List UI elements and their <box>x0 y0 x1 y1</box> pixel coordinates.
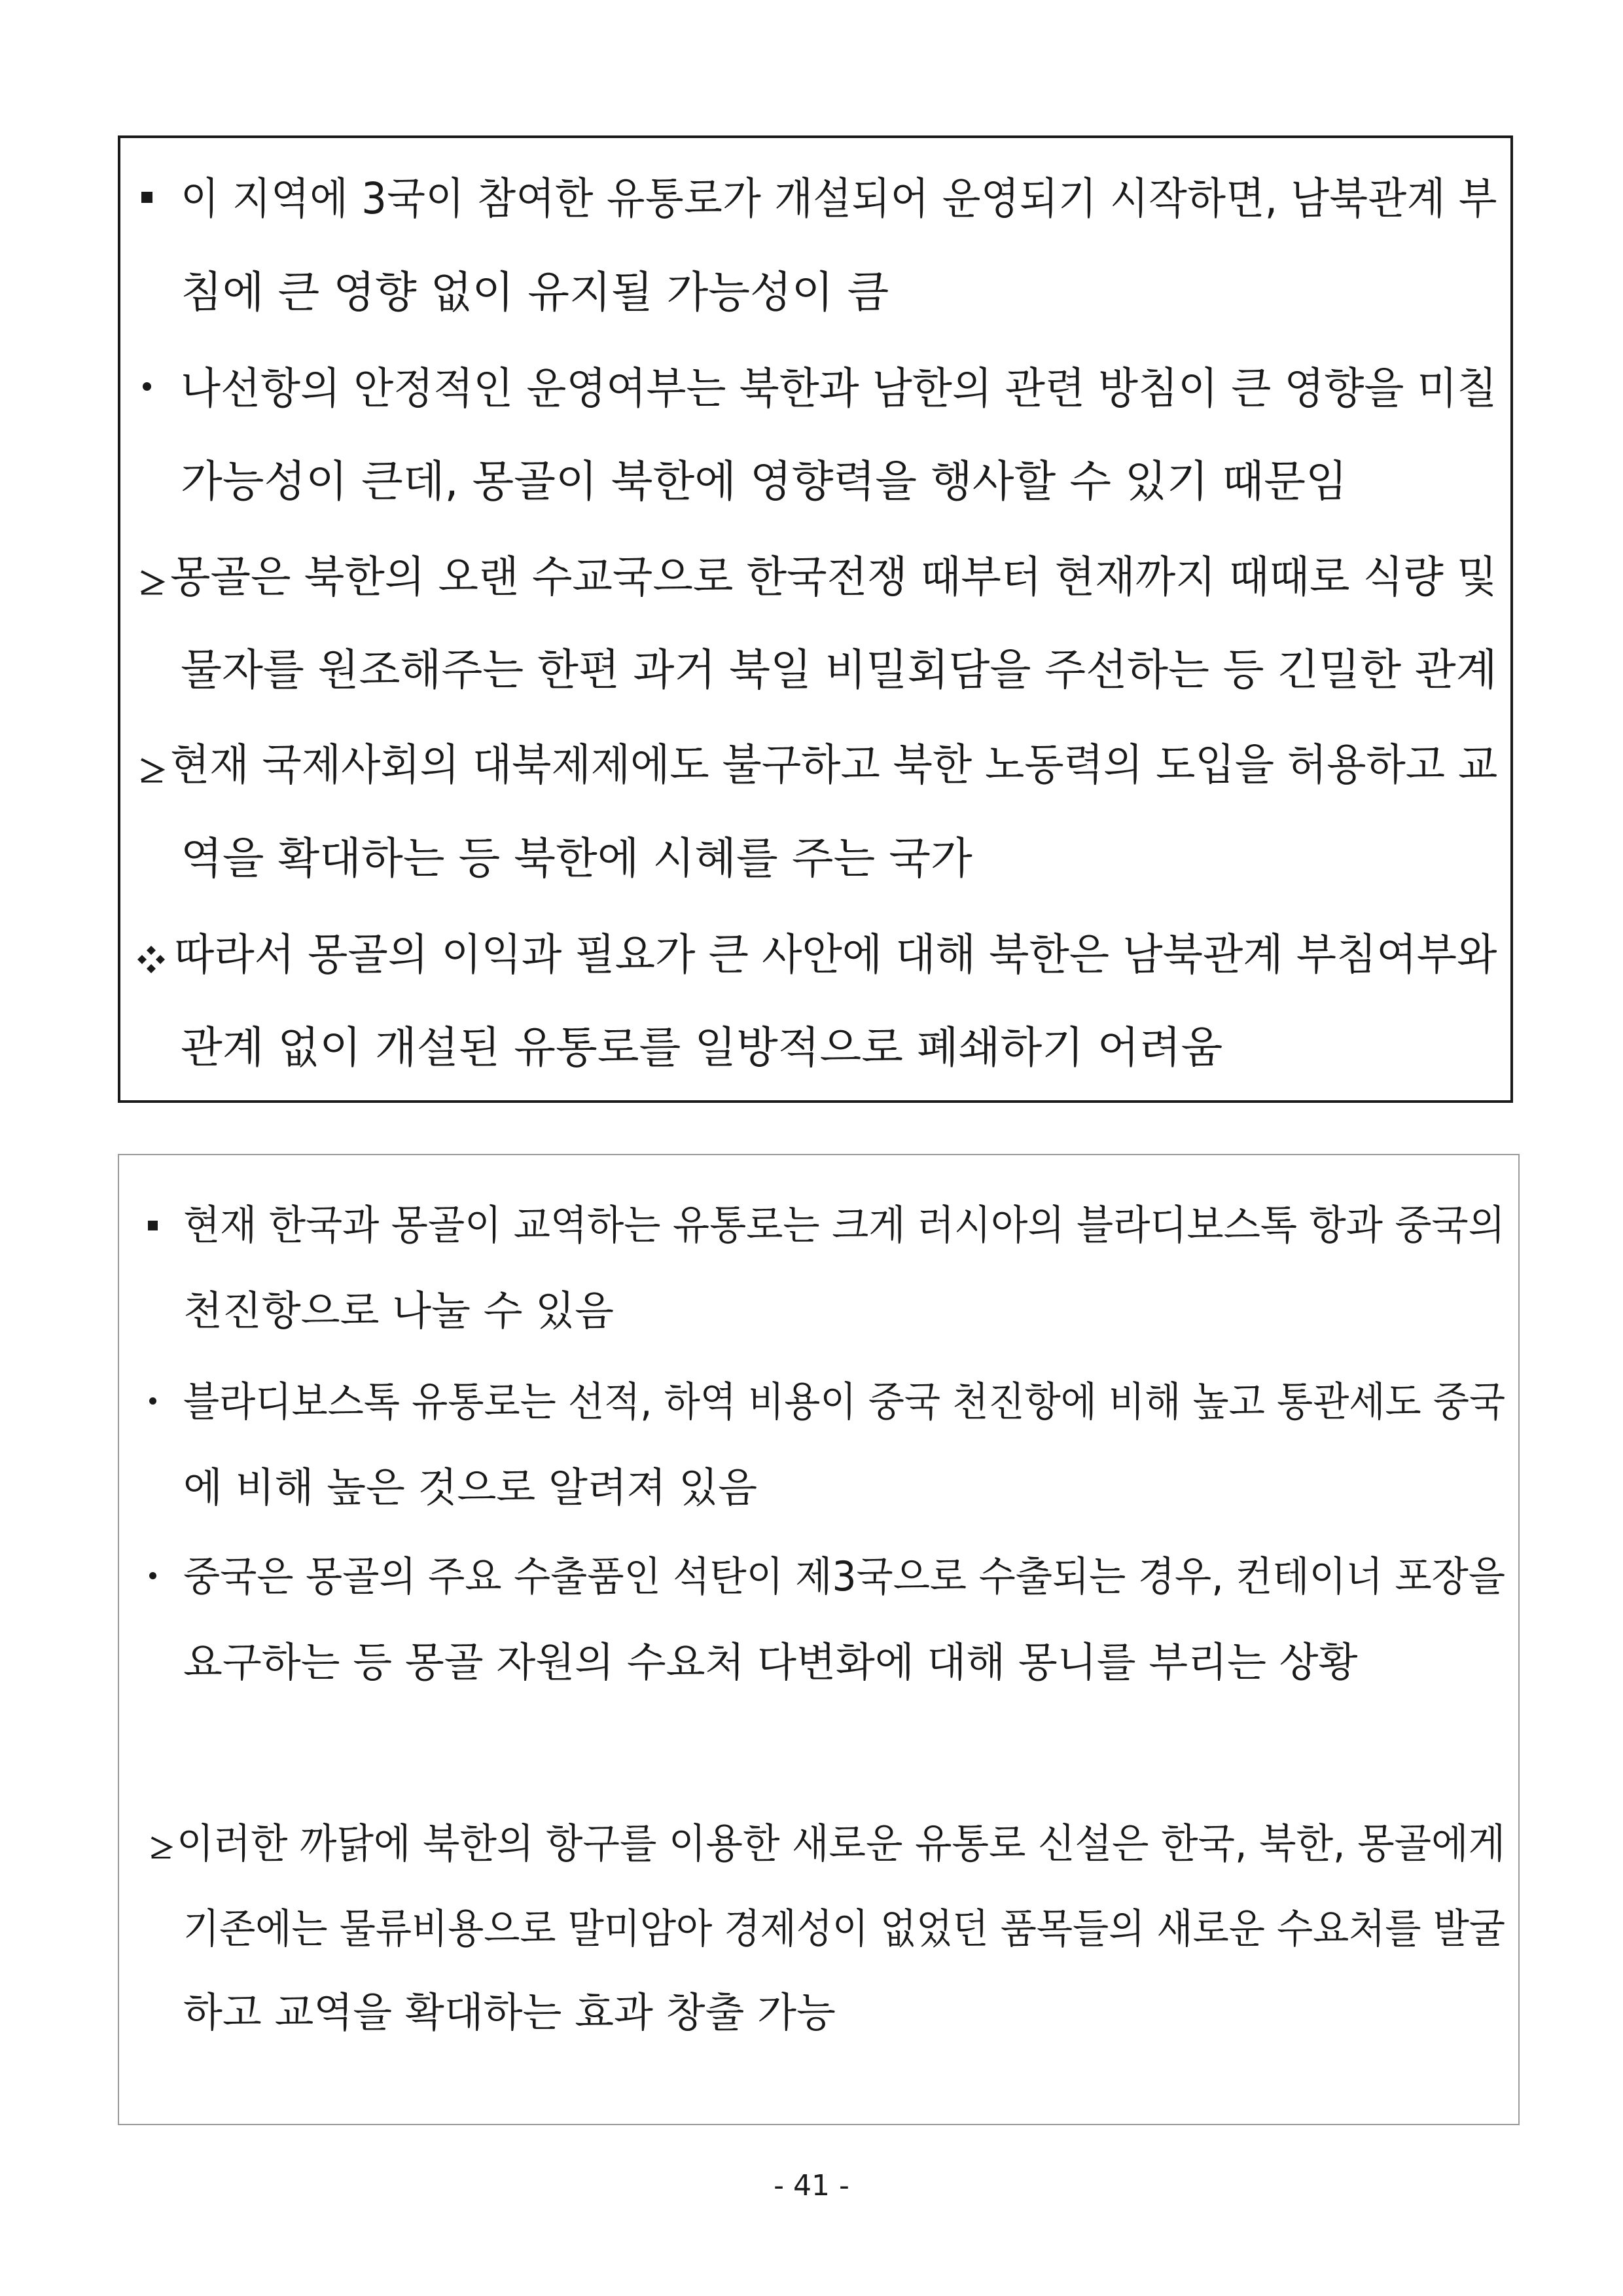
square-bullet-icon <box>148 1221 158 1230</box>
square-bullet-icon <box>141 192 152 203</box>
text-line: 요구하는 등 몽골 자원의 수요처 다변화에 대해 몽니를 부리는 상황 <box>183 1638 1358 1686</box>
text-line: 이러한 까닭에 북한의 항구를 이용한 새로운 유통로 신설은 한국, 북한, 몽골에게 <box>177 1820 1506 1867</box>
text-line: 따라서 몽골의 이익과 필요가 큰 사안에 대해 북한은 남북관계 부침여부와 <box>174 929 1497 980</box>
text-line: 블라디보스톡 유통로는 선적, 하역 비용이 중국 천진항에 비해 높고 통관세도 중국 <box>183 1378 1506 1426</box>
text-line: 나선항의 안정적인 운영여부는 북한과 남한의 관련 방침이 큰 영향을 미칠 <box>181 363 1497 414</box>
arrow-bullet-icon <box>139 757 165 783</box>
text-line: 중국은 몽골의 주요 수출품인 석탄이 제3국으로 수출되는 경우, 컨테이너 포장을 <box>183 1552 1506 1600</box>
text-line: 이 지역에 3국이 참여한 유통로가 개설되어 운영되기 시작하면, 남북관계 부 <box>181 173 1497 224</box>
arrow-bullet-icon <box>149 1835 173 1859</box>
arrow-bullet-icon <box>139 569 165 595</box>
text-line: 현재 국제사회의 대북제제에도 불구하고 북한 노동력의 도입을 허용하고 교 <box>170 740 1498 790</box>
text-line: 관계 없이 개설된 유통로를 일방적으로 폐쇄하기 어려움 <box>181 1022 1223 1073</box>
diamond-bullet-icon <box>136 944 166 975</box>
text-line: 천진항으로 나눌 수 있음 <box>183 1287 615 1335</box>
summary-box-1 <box>118 135 1513 1103</box>
dot-bullet-icon <box>143 382 151 391</box>
dot-bullet-icon <box>149 1397 156 1405</box>
text-line: 하고 교역을 확대하는 효과 창출 가능 <box>183 1988 836 2036</box>
text-line: 침에 큰 영향 없이 유지될 가능성이 큼 <box>181 267 889 317</box>
page-number: - 41 - <box>774 2169 849 2202</box>
text-line: 에 비해 높은 것으로 알려져 있음 <box>183 1463 758 1511</box>
text-line: 역을 확대하는 등 북한에 시혜를 주는 국가 <box>181 833 972 884</box>
summary-box-2 <box>118 1154 1520 2125</box>
dot-bullet-icon <box>149 1572 156 1579</box>
text-line: 현재 한국과 몽골이 교역하는 유통로는 크게 러시아의 블라디보스톡 항과 중국의 <box>183 1201 1505 1249</box>
text-line: 몽골은 북한의 오랜 수교국으로 한국전쟁 때부터 현재까지 때때로 식량 및 <box>170 552 1497 602</box>
text-line: 가능성이 큰데, 몽골이 북한에 영향력을 행사할 수 있기 때문임 <box>181 456 1347 507</box>
text-line: 물자를 원조해주는 한편 과거 북일 비밀회담을 주선하는 등 긴밀한 관계 <box>181 645 1497 695</box>
text-line: 기존에는 물류비용으로 말미암아 경제성이 없었던 품목들의 새로운 수요처를 발굴 <box>183 1905 1506 1952</box>
